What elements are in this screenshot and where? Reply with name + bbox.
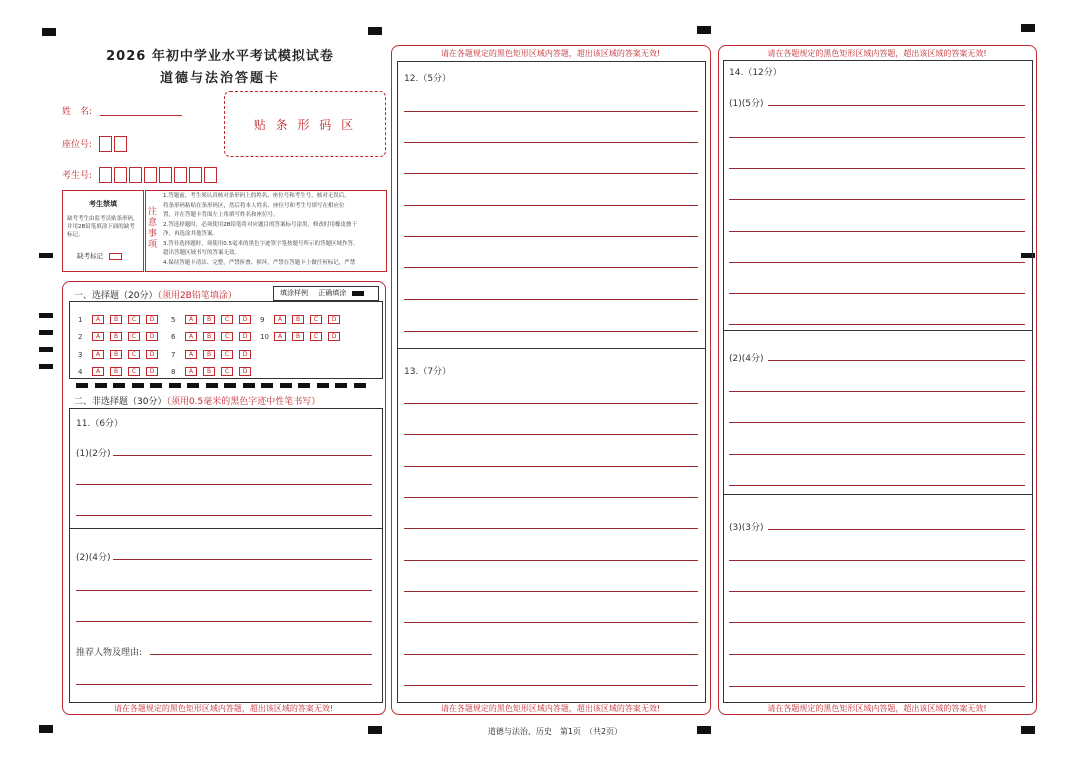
choice-option-a[interactable]: A <box>92 350 104 359</box>
choice-title: 一、选择题（20分） <box>74 291 158 301</box>
registration-mark <box>697 26 711 34</box>
timing-dash <box>224 383 236 388</box>
choice-question-2 <box>78 326 164 345</box>
seat-boxes[interactable] <box>99 133 129 152</box>
nonchoice-note: （须用0.5毫米的黑色字迹中性笔书写） <box>166 397 321 407</box>
choice-option-c[interactable]: C <box>221 332 233 341</box>
registration-mark <box>697 726 711 734</box>
answer-line[interactable] <box>404 560 698 561</box>
choice-option-d[interactable]: D <box>146 350 158 359</box>
choice-option-a[interactable]: A <box>274 332 286 341</box>
warning-middle-bottom: 请在各题规定的黑色矩形区域内答题，超出该区域的答案无效! <box>440 704 661 713</box>
choice-question-6 <box>171 326 257 345</box>
barcode-area <box>224 91 386 157</box>
q12-divider <box>397 348 705 349</box>
page-footer: 道德与法治、历史 第1页 （共2页） <box>487 727 623 736</box>
absent-text: 缺考考生由监考员贴条形码，并用2B铅笔填涂下面的缺考标记。 <box>67 216 139 238</box>
card-subtitle: 道德与法治答题卡 <box>159 71 280 86</box>
timing-dash <box>95 383 107 388</box>
q11-part2-label: (2)(4分) <box>76 553 111 563</box>
choice-number: 3 <box>78 350 83 359</box>
seat-label: 座位号: <box>62 140 93 150</box>
registration-mark <box>42 28 56 36</box>
q11-answer-line[interactable] <box>76 621 372 622</box>
name-label: 姓 名: <box>62 107 93 117</box>
notes-line: 超出答题区域书写的答案无效。 <box>163 250 241 256</box>
notes-box <box>145 190 387 272</box>
fill-correct-label: 正确填涂 <box>318 289 347 297</box>
answer-line[interactable] <box>404 236 698 237</box>
answer-line[interactable] <box>404 403 698 404</box>
answer-line[interactable] <box>404 622 698 623</box>
choice-option-d[interactable]: D <box>239 350 251 359</box>
choice-option-b[interactable]: B <box>203 367 215 376</box>
timing-dash <box>298 383 310 388</box>
choice-number: 7 <box>171 350 176 359</box>
q14-part1-label: (1)(5分) <box>729 99 764 109</box>
choice-option-a[interactable]: A <box>185 367 197 376</box>
choice-option-a[interactable]: A <box>92 315 104 324</box>
choice-option-c[interactable]: C <box>128 332 140 341</box>
timing-dash <box>354 383 366 388</box>
answer-line[interactable] <box>729 293 1025 294</box>
choice-option-b[interactable]: B <box>203 332 215 341</box>
nonchoice-title: 二、非选择题（30分） <box>74 397 167 407</box>
absent-box <box>62 190 144 272</box>
q14-box <box>723 60 1033 703</box>
answer-line[interactable] <box>404 466 698 467</box>
choice-number: 9 <box>260 315 265 324</box>
answer-line[interactable] <box>404 528 698 529</box>
choice-note: （须用2B铅笔填涂） <box>157 291 237 301</box>
timing-dash <box>132 383 144 388</box>
answer-line[interactable] <box>404 497 698 498</box>
choice-option-a[interactable]: A <box>185 315 197 324</box>
notes-line: 将条形码粘贴在条形码区，然后将本人姓名、座位号和考生号填写在相应位 <box>163 202 345 209</box>
timing-dash <box>169 383 181 388</box>
choice-option-b[interactable]: B <box>203 350 215 359</box>
choice-number: 1 <box>78 315 83 324</box>
notes-line: 1.答题前，考生须认真核对条形码上的姓名、座位号和考生号，核对无误后， <box>163 193 350 199</box>
choice-option-a[interactable]: A <box>92 332 104 341</box>
answer-line[interactable] <box>729 422 1025 423</box>
choice-option-b[interactable]: B <box>110 315 122 324</box>
choice-option-a[interactable]: A <box>185 332 197 341</box>
choice-number: 2 <box>78 332 83 341</box>
barcode-label: 贴 条 形 码 区 <box>253 118 357 132</box>
choice-option-c[interactable]: C <box>310 332 322 341</box>
answer-line[interactable] <box>729 168 1025 169</box>
answer-line[interactable] <box>729 485 1025 486</box>
choice-option-d[interactable]: D <box>146 315 158 324</box>
choice-option-d[interactable]: D <box>239 367 251 376</box>
q14-divider <box>723 494 1032 495</box>
registration-mark <box>1021 726 1035 734</box>
choice-option-b[interactable]: B <box>110 350 122 359</box>
notes-list <box>163 192 359 268</box>
timing-dash <box>335 383 347 388</box>
choice-option-d[interactable]: D <box>328 315 340 324</box>
answer-line[interactable] <box>729 391 1025 392</box>
warning-right-top: 请在各题规定的黑色矩形区域内答题，超出该区域的答案无效! <box>767 49 987 58</box>
answer-line[interactable] <box>768 360 1025 361</box>
q11-divider <box>69 528 382 529</box>
choice-number: 5 <box>171 315 176 324</box>
name-field[interactable] <box>100 115 182 116</box>
choice-option-c[interactable]: C <box>128 315 140 324</box>
answer-line[interactable] <box>729 686 1025 687</box>
answer-line[interactable] <box>729 199 1025 200</box>
exam-title: 2026 年初中学业水平考试模拟试卷 <box>106 49 334 64</box>
choice-option-a[interactable]: A <box>274 315 286 324</box>
answer-line[interactable] <box>404 142 698 143</box>
q14-part3-label: (3)(3分) <box>729 523 764 533</box>
exam-no-boxes[interactable] <box>99 164 219 183</box>
choice-number: 6 <box>171 332 176 341</box>
answer-line[interactable] <box>404 299 698 300</box>
choice-question-4 <box>78 361 164 380</box>
choice-option-d[interactable]: D <box>239 315 251 324</box>
warning-middle-top: 请在各题规定的黑色矩形区域内答题，超出该区域的答案无效! <box>440 49 661 58</box>
notes-line: 4.保持答题卡清洁、完整，严禁折叠、损坏，严禁在答题卡上做任何标记，严禁 <box>163 259 356 266</box>
choice-option-b[interactable]: B <box>110 367 122 376</box>
registration-mark <box>368 27 382 35</box>
q11-answer-line[interactable] <box>76 684 372 685</box>
exam-no-label: 考生号: <box>62 171 93 181</box>
choice-option-d[interactable]: D <box>146 367 158 376</box>
answer-line[interactable] <box>404 591 698 592</box>
timing-dash <box>317 383 329 388</box>
q12-q13-box <box>397 61 706 703</box>
timing-dash <box>243 383 255 388</box>
timing-dash <box>261 383 273 388</box>
warning-right-bottom: 请在各题规定的黑色矩形区域内答题，超出该区域的答案无效! <box>767 704 987 713</box>
choice-option-c[interactable]: C <box>221 367 233 376</box>
timing-dash <box>113 383 125 388</box>
answer-line[interactable] <box>729 654 1025 655</box>
answer-line[interactable] <box>404 173 698 174</box>
answer-line[interactable] <box>768 529 1025 530</box>
choice-option-d[interactable]: D <box>328 332 340 341</box>
q13-title: 13.（7分） <box>404 367 452 377</box>
notes-line: 净，再选涂其他答案。 <box>163 231 219 237</box>
timing-dash <box>206 383 218 388</box>
choice-option-a[interactable]: A <box>185 350 197 359</box>
q11-answer-line[interactable] <box>113 455 372 456</box>
choice-question-8 <box>171 361 257 380</box>
q11-box <box>69 408 383 703</box>
notes-side-label: 注意事项 <box>148 207 158 250</box>
choice-number: 8 <box>171 367 176 376</box>
timing-mark <box>39 347 53 352</box>
choice-option-c[interactable]: C <box>221 350 233 359</box>
q11-answer-line[interactable] <box>76 484 372 485</box>
answer-line[interactable] <box>729 262 1025 263</box>
choice-option-d[interactable]: D <box>239 332 251 341</box>
q11-answer-line[interactable] <box>150 654 372 655</box>
notes-line: 置，并在答题卡背面左上角填写姓名和座位号。 <box>163 212 279 218</box>
answer-line[interactable] <box>404 654 698 655</box>
q14-part2-label: (2)(4分) <box>729 354 764 364</box>
registration-mark <box>368 726 382 734</box>
answer-line[interactable] <box>404 685 698 686</box>
absent-mark-label: 缺考标记 <box>77 252 103 260</box>
q11-answer-line[interactable] <box>76 515 372 516</box>
fill-sample-label: 填涂样例 <box>280 289 308 297</box>
choice-option-c[interactable]: C <box>128 367 140 376</box>
answer-line[interactable] <box>729 591 1025 592</box>
q11-part3-label: 推荐人物及理由: <box>76 648 143 658</box>
absent-mark-box[interactable] <box>109 253 122 260</box>
choice-option-d[interactable]: D <box>146 332 158 341</box>
notes-line: 2.答选择题时，必须使用2B铅笔将对应题目的答案标号涂黑，修改时用橡皮擦干 <box>163 221 358 228</box>
timing-dash <box>76 383 88 388</box>
timing-mark <box>39 330 53 335</box>
q11-answer-line[interactable] <box>76 590 372 591</box>
answer-line[interactable] <box>729 622 1025 623</box>
choice-option-b[interactable]: B <box>292 332 304 341</box>
answer-line[interactable] <box>729 324 1025 325</box>
fill-sample <box>273 286 379 301</box>
choice-question-10 <box>260 326 346 345</box>
q14-title: 14.（12分） <box>729 68 782 78</box>
answer-line[interactable] <box>729 137 1025 138</box>
answer-line[interactable] <box>768 105 1025 106</box>
choice-number: 10 <box>260 332 269 341</box>
q11-answer-line[interactable] <box>113 559 372 560</box>
q14-divider <box>723 330 1032 331</box>
answer-line[interactable] <box>404 267 698 268</box>
timing-mark <box>39 364 53 369</box>
choice-heading <box>74 288 237 301</box>
answer-line[interactable] <box>729 560 1025 561</box>
choice-option-c[interactable]: C <box>128 350 140 359</box>
timing-mark <box>39 313 53 318</box>
answer-line[interactable] <box>404 434 698 435</box>
absent-title: 考生禁填 <box>89 200 117 208</box>
choice-option-b[interactable]: B <box>292 315 304 324</box>
choice-option-b[interactable]: B <box>203 315 215 324</box>
notes-line: 3.答非选择题时，须使用0.5毫米的黑色字迹签字笔按题号所示的答题区域作答， <box>163 240 359 247</box>
choice-option-b[interactable]: B <box>110 332 122 341</box>
q11-title: 11.（6分） <box>76 419 124 429</box>
answer-line[interactable] <box>404 205 698 206</box>
choice-option-c[interactable]: C <box>221 315 233 324</box>
timing-mark <box>39 253 53 258</box>
answer-line[interactable] <box>404 331 698 332</box>
nonchoice-heading <box>74 394 320 407</box>
registration-mark <box>39 725 53 733</box>
filled-example <box>352 291 364 296</box>
choice-option-c[interactable]: C <box>310 315 322 324</box>
choice-option-a[interactable]: A <box>92 367 104 376</box>
q11-part1-label: (1)(2分) <box>76 449 111 459</box>
answer-line[interactable] <box>729 454 1025 455</box>
absent-mark-row <box>77 251 122 260</box>
timing-dash <box>280 383 292 388</box>
warning-left-bottom: 请在各题规定的黑色矩形区域内答题，超出该区域的答案无效! <box>113 704 334 713</box>
answer-line[interactable] <box>404 111 698 112</box>
registration-mark <box>1021 24 1035 32</box>
choice-number: 4 <box>78 367 83 376</box>
timing-dash <box>187 383 199 388</box>
q12-title: 12.（5分） <box>404 74 452 84</box>
answer-line[interactable] <box>729 231 1025 232</box>
timing-dash <box>150 383 162 388</box>
